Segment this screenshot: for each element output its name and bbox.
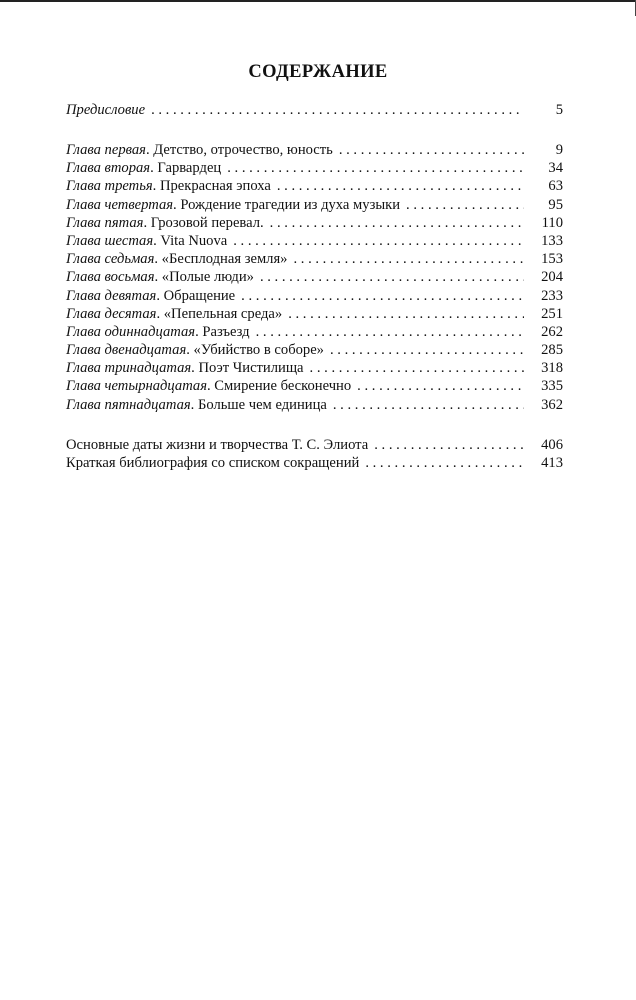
chapter-separator: . <box>154 251 162 268</box>
toc-entry-chapter[interactable] <box>66 141 563 159</box>
dot-leader <box>374 436 524 454</box>
toc-entry-label <box>66 141 333 159</box>
toc-entry-chapter[interactable] <box>66 323 563 341</box>
chapter-number: Глава четвертая <box>66 196 174 213</box>
toc-entry-preface[interactable] <box>66 101 563 119</box>
chapter-number: Глава тринадцатая <box>66 360 192 377</box>
chapter-separator: . <box>190 396 198 413</box>
toc-entry-chapter[interactable] <box>66 268 563 286</box>
toc-entry-label <box>66 287 235 305</box>
chapter-title: Гарвардец <box>157 160 222 177</box>
toc-entry-chapter[interactable] <box>66 377 563 395</box>
toc-entry-page: 251 <box>541 305 563 322</box>
chapter-number: Глава седьмая <box>66 251 155 268</box>
chapter-separator: . <box>154 269 162 286</box>
dot-leader <box>330 341 524 359</box>
dot-leader <box>256 323 524 341</box>
toc-entry-label <box>66 396 327 414</box>
toc-entry-page: 406 <box>541 437 563 453</box>
toc-entry-page: 204 <box>541 269 563 286</box>
dot-leader <box>310 359 524 377</box>
toc-entry-label <box>66 323 250 341</box>
toc-entry-appendix[interactable] <box>66 454 563 472</box>
chapter-separator: . <box>143 214 151 231</box>
dot-leader <box>260 268 524 286</box>
chapter-number: Глава одиннадцатая <box>66 323 196 340</box>
chapter-title: Больше чем единица <box>197 396 327 413</box>
dot-leader <box>333 396 524 414</box>
dot-leader <box>227 159 524 177</box>
dot-leader <box>241 287 524 305</box>
chapter-title: «Пепельная среда» <box>163 305 283 322</box>
dot-leader <box>233 232 524 250</box>
toc-entry-label <box>66 359 304 377</box>
chapter-title: «Бесплодная земля» <box>161 251 288 268</box>
toc-entry-chapter[interactable] <box>66 159 563 177</box>
chapter-separator: . <box>186 342 194 359</box>
dot-leader <box>357 377 524 395</box>
toc-preface-block <box>66 101 563 119</box>
toc-entry-page: 133 <box>541 232 563 249</box>
toc-entry-chapter[interactable] <box>66 359 563 377</box>
toc-entry-chapter[interactable] <box>66 287 563 305</box>
toc-entry-chapter[interactable] <box>66 196 563 214</box>
toc-entry-label <box>66 377 351 395</box>
chapter-title: Vita Nuova <box>160 232 228 249</box>
chapter-separator: . <box>195 323 203 340</box>
toc-entry-page: 285 <box>541 342 563 359</box>
toc-entry-page: 95 <box>548 196 563 213</box>
toc-entry-page: 335 <box>541 378 563 395</box>
dot-leader <box>406 196 524 214</box>
toc-entry-label <box>66 268 254 286</box>
chapter-number: Глава восьмая <box>66 269 155 286</box>
chapter-number: Глава пятая <box>66 214 144 231</box>
dot-leader <box>277 177 524 195</box>
chapter-title: Прекрасная эпоха <box>159 178 271 195</box>
chapter-title: Поэт Чистилища <box>198 360 304 377</box>
chapter-number: Глава десятая <box>66 305 157 322</box>
chapter-number: Глава двенадцатая <box>66 342 187 359</box>
toc-entry-chapter[interactable] <box>66 177 563 195</box>
toc-entry-label <box>66 305 282 323</box>
toc-entry-chapter[interactable] <box>66 232 563 250</box>
toc-entry-label <box>66 159 221 177</box>
toc-entry-label: Краткая библиография со списком сокращений <box>66 455 360 472</box>
chapter-separator: . <box>207 378 215 395</box>
toc-entry-label: Основные даты жизни и творчества Т. С. Элиота <box>66 437 369 453</box>
toc-chapters-block <box>66 141 563 414</box>
dot-leader <box>151 101 524 119</box>
toc-entry-page: 153 <box>541 251 563 268</box>
chapter-separator: . <box>156 287 164 304</box>
toc-entry-page: 362 <box>541 396 563 413</box>
toc-entry-chapter[interactable] <box>66 341 563 359</box>
chapter-title: Обращение <box>163 287 236 304</box>
dot-leader <box>288 305 524 323</box>
toc-appendix-block <box>66 436 563 472</box>
toc-entry-page: 233 <box>541 287 563 304</box>
toc-entry-label <box>66 177 271 195</box>
toc-entry-label: Предисловие <box>66 102 146 118</box>
chapter-title: Грозовой перевал. <box>150 214 264 231</box>
toc-entry-page: 318 <box>541 360 563 377</box>
chapter-separator: . <box>173 196 181 213</box>
toc-entry-label <box>66 341 324 359</box>
dot-leader <box>270 214 524 232</box>
chapter-number: Глава четырнадцатая <box>66 378 207 395</box>
chapter-separator: . <box>153 232 161 249</box>
toc-entry-label <box>66 232 227 250</box>
chapter-number: Глава пятнадцатая <box>66 396 191 413</box>
chapter-number: Глава третья <box>66 178 153 195</box>
toc-entry-chapter[interactable] <box>66 396 563 414</box>
toc-entry-label <box>66 250 287 268</box>
toc-entry-page: 110 <box>541 214 563 231</box>
chapter-title: Смирение бесконечно <box>214 378 352 395</box>
chapter-title: Детство, отрочество, юность <box>153 142 333 158</box>
chapter-number: Глава вторая <box>66 160 151 177</box>
toc-entry-chapter[interactable] <box>66 305 563 323</box>
top-border-line <box>0 0 636 2</box>
dot-leader <box>293 250 524 268</box>
chapter-title: «Полые люди» <box>161 269 254 286</box>
toc-entry-label <box>66 196 400 214</box>
toc-entry-page: 262 <box>541 323 563 340</box>
chapter-title: «Убийство в соборе» <box>193 342 324 359</box>
chapter-title: Рождение трагедии из духа музыки <box>180 196 401 213</box>
chapter-number: Глава первая <box>66 142 146 158</box>
toc-entry-chapter[interactable] <box>66 214 563 232</box>
toc-entry-page: 34 <box>548 160 563 177</box>
chapter-separator: . <box>150 160 158 177</box>
dot-leader <box>365 454 524 472</box>
toc-entry-label <box>66 214 264 232</box>
toc-entry-page: 413 <box>541 455 563 472</box>
toc-entry-page: 5 <box>555 102 563 118</box>
page-title: СОДЕРЖАНИЕ <box>248 62 388 82</box>
chapter-separator: . <box>152 178 160 195</box>
dot-leader <box>339 141 524 159</box>
toc-entry-appendix[interactable] <box>66 436 563 454</box>
chapter-separator: . <box>156 305 164 322</box>
chapter-number: Глава девятая <box>66 287 157 304</box>
chapter-number: Глава шестая <box>66 232 154 249</box>
toc-entry-page: 63 <box>548 178 563 195</box>
chapter-separator: . <box>191 360 199 377</box>
chapter-title: Разъезд <box>202 323 250 340</box>
toc-entry-chapter[interactable] <box>66 250 563 268</box>
chapter-separator: . <box>145 142 154 158</box>
toc-entry-page: 9 <box>555 142 563 158</box>
